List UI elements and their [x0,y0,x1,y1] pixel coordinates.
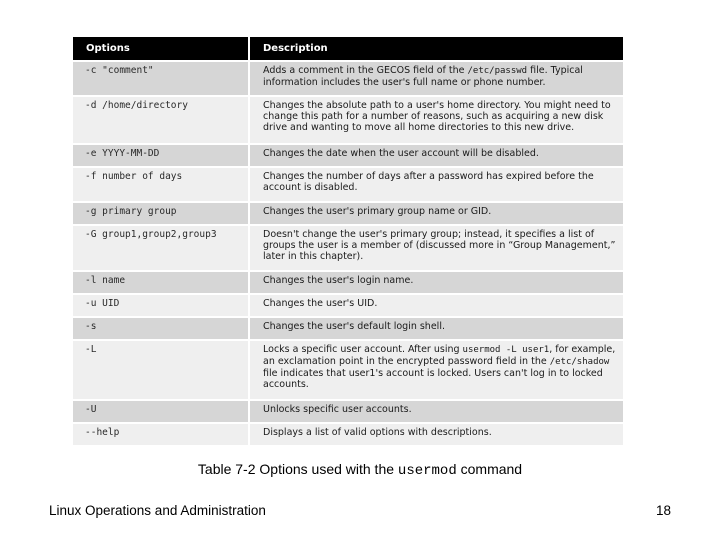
option-cell: -s [73,317,249,340]
description-cell [249,423,623,445]
table-caption [0,461,720,479]
option-cell: -l name [73,271,249,294]
table-row [73,61,623,96]
description-text: , for example, an exclamation point in the encrypted password field in the [263,344,616,367]
option-cell: -u UID [73,294,249,317]
description-text: Changes the user's login name. [263,275,414,286]
description-code: /etc/shadow [549,357,610,367]
description-text: file. Typical information includes the user's full name or phone number. [263,65,583,88]
caption-command: usermod [397,463,457,479]
option-cell: -U [73,400,249,423]
table-header-row [73,37,623,61]
table-row [73,423,623,445]
description-cell [249,96,623,144]
header-description: Description [249,37,623,61]
option-cell: -e YYYY-MM-DD [73,144,249,167]
description-cell [249,202,623,225]
description-text: Changes the absolute path to a user's home directory. You might need to change this path for a number of reasons, such as acquiring a new disk drive and wanting to move all home directories to this new drive. [263,100,611,133]
options-table [73,37,623,445]
description-text: Changes the user's primary group name or GID. [263,206,492,217]
description-text: Displays a list of valid options with descriptions. [263,427,492,438]
table-row [73,167,623,202]
table-row [73,202,623,225]
description-cell [249,271,623,294]
table-row [73,144,623,167]
table-row [73,340,623,400]
description-text: Unlocks specific user accounts. [263,404,412,415]
footer-course-title: Linux Operations and Administration [49,503,266,518]
option-cell: -c "comment" [73,61,249,96]
table-row [73,400,623,423]
description-cell [249,167,623,202]
description-text: Changes the user's default login shell. [263,321,445,332]
option-cell: -G group1,group2,group3 [73,225,249,271]
description-cell [249,225,623,271]
option-cell: -d /home/directory [73,96,249,144]
description-text: Doesn't change the user's primary group; instead, it specifies a list of groups the user is a member of (discussed more in “Group Management,” later in this chapter). [263,229,616,262]
table-row [73,271,623,294]
footer-page-number: 18 [655,503,671,518]
description-cell [249,144,623,167]
table-row [73,294,623,317]
description-text: Changes the date when the user account will be disabled. [263,148,539,159]
option-cell: --help [73,423,249,445]
caption-suffix: command [456,461,523,477]
description-code: /etc/passwd [467,66,528,76]
description-cell [249,294,623,317]
table-row [73,317,623,340]
description-cell [249,400,623,423]
header-options: Options [73,37,249,61]
options-table-container [73,37,623,445]
description-text: Changes the number of days after a password has expired before the account is disabled. [263,171,594,193]
table-row [73,225,623,271]
description-cell [249,340,623,400]
caption-prefix: Table 7-2 Options used with the [197,461,398,477]
description-code: usermod -L user1 [462,345,550,355]
description-text: Locks a specific user account. After using [263,344,463,355]
description-text: Adds a comment in the GECOS field of the [263,65,468,76]
description-cell [249,61,623,96]
description-cell [249,317,623,340]
description-text: file indicates that user1's account is locked. Users can't log in to locked accounts. [263,368,603,390]
description-text: Changes the user's UID. [263,298,378,309]
option-cell: -f number of days [73,167,249,202]
option-cell: -L [73,340,249,400]
table-row [73,96,623,144]
option-cell: -g primary group [73,202,249,225]
